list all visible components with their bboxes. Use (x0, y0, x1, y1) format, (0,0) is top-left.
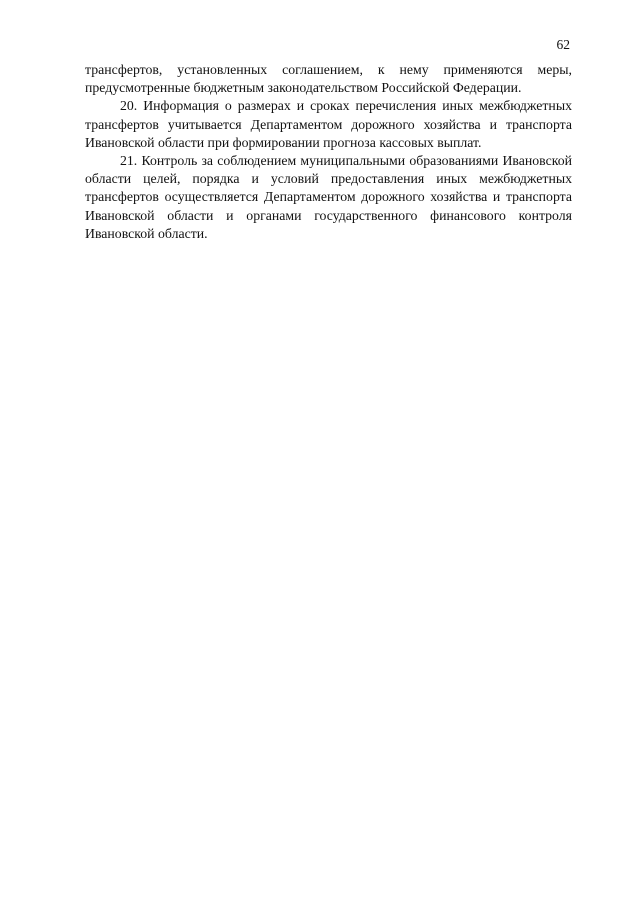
paragraph-21: 21. Контроль за соблюдением муниципальными образованиями Ивановской области целей, порядка и условий предоставления иных межбюджетных трансфертов осуществляется Департаментом дорожного хозяйства и транспорта Ивановской области и органами государственного финансового контроля Ивановской области. (85, 153, 572, 241)
paragraph-continuation: трансфертов, установленных соглашением, к нему применяются меры, предусмотренные бюджетным законодательством Российской Федерации. (85, 62, 572, 96)
document-body (85, 61, 572, 243)
paragraph-20: 20. Информация о размерах и сроках перечисления иных межбюджетных трансфертов учитывается Департаментом дорожного хозяйства и транспорта Ивановской области при формировании прогноза кассовых выплат. (85, 98, 572, 150)
page-number: 62 (556, 37, 570, 52)
